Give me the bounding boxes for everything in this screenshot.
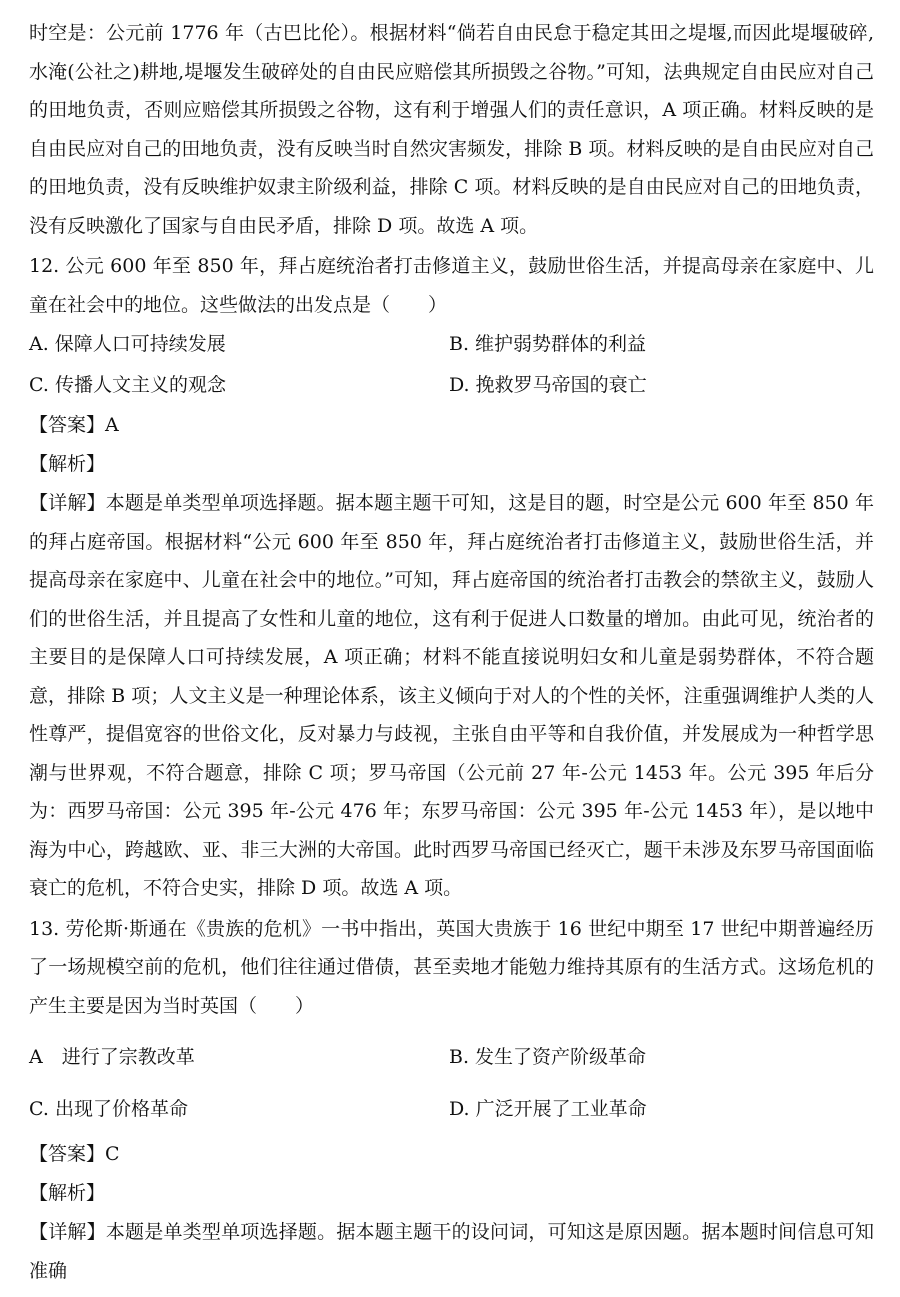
question-12-option-a: A. 保障人口可持续发展	[29, 333, 226, 355]
question-13-stem: 13. 劳伦斯·斯通在《贵族的危机》一书中指出，英国大贵族于 16 世纪中期至 17 世纪中期普遍经历了一场规模空前的危机，他们往往通过借债，甚至卖地才能勉力维持其原有的生活方式。这场危机的产生主要是因为当时英国（ ）	[29, 917, 874, 1017]
question-12-options	[29, 324, 874, 406]
question-12-analysis-label: 【解析】	[29, 453, 106, 475]
question-13-options	[29, 1031, 874, 1135]
question-13-answer: 【答案】C	[29, 1143, 120, 1165]
question-12-option-b: B. 维护弱势群体的利益	[449, 333, 647, 355]
question-13-option-b: B. 发生了资产阶级革命	[449, 1046, 647, 1068]
document-page	[29, 14, 874, 1290]
question-12-option-c: C. 传播人文主义的观念	[29, 374, 226, 396]
question-12-detail: 【详解】本题是单类型单项选择题。据本题主题干可知，这是目的题，时空是公元 600 年至 850 年的拜占庭帝国。根据材料“公元 600 年至 850 年，拜占庭统治者打击修道主义，鼓励世俗生活，并提高母亲在家庭中、儿童在社会中的地位。”可知，拜占庭帝国的统治者打击教会的禁欲主义，鼓励人们的世俗生活，并且提高了女性和儿童的地位，这有利于促进人口数量的增加。由此可见，统治者的主要目的是保障人口可持续发展，A 项正确；材料不能直接说明妇女和儿童是弱势群体，不符合题意，排除 B 项；人文主义是一种理论体系，该主义倾向于对人的个性的关怀，注重强调维护人类的人性尊严，提倡宽容的世俗文化，反对暴力与歧视，主张自由平等和自我价值，并发展成为一种哲学思潮与世界观，不符合题意，排除 C 项；罗马帝国（公元前 27 年-公元 1453 年。公元 395 年后分为：西罗马帝国：公元 395 年-公元 476 年；东罗马帝国：公元 395 年-公元 1453 年），是以地中海为中心，跨越欧、亚、非三大洲的大帝国。此时西罗马帝国已经灭亡，题干未涉及东罗马帝国面临衰亡的危机，不符合史实，排除 D 项。故选 A 项。	[29, 492, 874, 899]
question-13-option-c: C. 出现了价格革命	[29, 1098, 188, 1120]
question-12-stem: 12. 公元 600 年至 850 年，拜占庭统治者打击修道主义，鼓励世俗生活，并提高母亲在家庭中、儿童在社会中的地位。这些做法的出发点是（ ）	[29, 255, 874, 316]
question-13-option-a: A 进行了宗教改革	[29, 1046, 195, 1068]
question-13-analysis-label: 【解析】	[29, 1182, 106, 1204]
question-12	[29, 247, 874, 908]
question-13-detail: 【详解】本题是单类型单项选择题。据本题主题干的设问词，可知这是原因题。据本题时间信息可知准确	[29, 1221, 874, 1282]
previous-question-explanation: 时空是：公元前 1776 年（古巴比伦）。根据材料“倘若自由民怠于稳定其田之堤堰,而因此堤堰破碎,水淹(公社之)耕地,堤堰发生破碎处的自由民应赔偿其所损毁之谷物。”可知，法典规定自由民应对自己的田地负责，否则应赔偿其所损毁之谷物，这有利于增强人们的责任意识，A 项正确。材料反映的是自由民应对自己的田地负责，没有反映当时自然灾害频发，排除 B 项。材料反映的是自由民应对自己的田地负责，没有反映维护奴隶主阶级利益，排除 C 项。材料反映的是自由民应对自己的田地负责，没有反映激化了国家与自由民矛盾，排除 D 项。故选 A 项。	[29, 22, 874, 237]
question-12-answer: 【答案】A	[29, 414, 119, 436]
question-13	[29, 910, 874, 1291]
question-12-option-d: D. 挽救罗马帝国的衰亡	[449, 374, 647, 396]
question-13-option-d: D. 广泛开展了工业革命	[449, 1098, 647, 1120]
